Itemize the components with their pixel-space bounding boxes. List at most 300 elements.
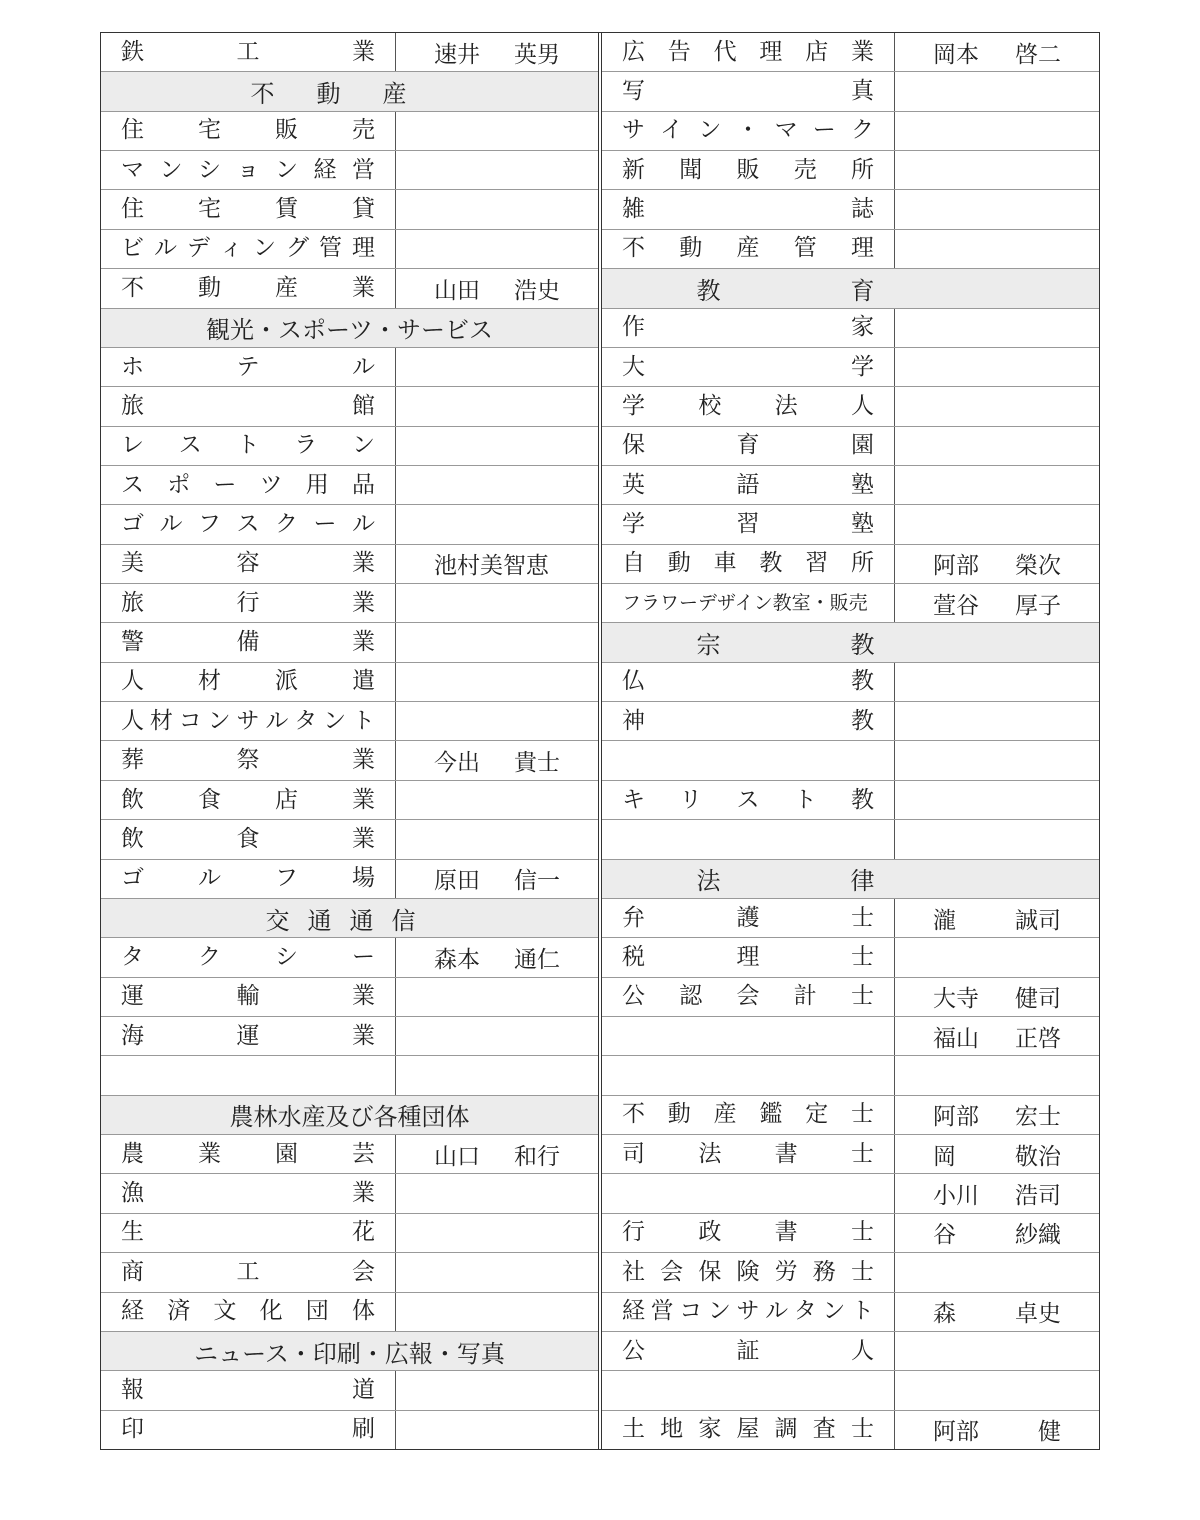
category-cell — [101, 1411, 396, 1449]
name-cell — [396, 348, 598, 386]
directory-row — [602, 33, 1099, 72]
category-label — [622, 786, 874, 813]
category-char: グ — [286, 235, 309, 262]
surname: 原田 — [434, 868, 480, 895]
name-cell — [396, 33, 598, 71]
category-cell — [101, 938, 396, 976]
category-label — [121, 825, 375, 852]
category-char: 飲 — [121, 825, 144, 852]
name-cell — [895, 1411, 1099, 1449]
category-cell — [101, 269, 396, 307]
surname: 阿部 — [933, 1419, 979, 1446]
given-name: 和行 — [514, 1143, 560, 1170]
category-char: 遣 — [352, 668, 375, 695]
name-cell — [895, 899, 1099, 937]
category-char: 語 — [736, 471, 760, 498]
section-header-label: 宗教 — [696, 631, 1005, 660]
directory-row — [101, 269, 598, 308]
category-label — [121, 749, 375, 772]
category-char: 生 — [121, 1219, 144, 1246]
category-char: ス — [736, 786, 760, 813]
category-label — [121, 1022, 375, 1049]
category-char: 習 — [736, 510, 760, 537]
category-char: 不 — [121, 274, 144, 301]
name-cell — [396, 427, 598, 465]
category-char: 理 — [352, 235, 375, 262]
name-cell — [396, 230, 598, 268]
name-cell — [396, 1017, 598, 1055]
name-cell — [895, 72, 1099, 110]
category-cell — [101, 427, 396, 465]
category-cell — [602, 781, 895, 819]
category-cell — [602, 1411, 895, 1449]
name-cell — [396, 702, 598, 740]
category-char: 住 — [121, 117, 144, 144]
category-label — [622, 316, 874, 339]
category-label — [622, 985, 874, 1008]
category-char: 産 — [713, 1101, 737, 1128]
category-char: イ — [660, 117, 684, 144]
category-cell — [602, 387, 895, 425]
surname: 大寺 — [933, 986, 979, 1013]
given-name: 貴士 — [514, 750, 560, 777]
directory-row — [101, 978, 598, 1017]
category-cell — [602, 938, 895, 976]
directory-row — [101, 860, 598, 899]
category-char: レ — [121, 432, 144, 459]
directory-row — [101, 1056, 598, 1095]
category-char: ポ — [167, 471, 191, 498]
category-cell — [101, 781, 396, 819]
category-char: ト — [352, 707, 375, 734]
category-char: キ — [622, 786, 645, 813]
category-char: 調 — [774, 1416, 798, 1443]
name-cell — [396, 741, 598, 779]
directory-row — [602, 584, 1099, 623]
name-cell — [396, 860, 598, 898]
directory-row — [602, 545, 1099, 584]
category-cell — [602, 1096, 895, 1134]
section-header — [101, 899, 598, 938]
directory-row — [602, 1253, 1099, 1292]
category-char: 教 — [851, 786, 874, 813]
category-char: 家 — [851, 314, 874, 341]
category-char: リ — [679, 786, 703, 813]
directory-row — [101, 702, 598, 741]
directory-row — [101, 387, 598, 426]
name-cell — [396, 269, 598, 307]
surname: 森 — [933, 1301, 956, 1328]
category-char: ー — [313, 510, 337, 537]
category-cell — [602, 663, 895, 701]
category-char: ル — [765, 1298, 789, 1325]
category-cell — [602, 978, 895, 1016]
category-char: 人 — [851, 1337, 874, 1364]
category-char: 書 — [774, 1140, 798, 1167]
category-char: 団 — [305, 1298, 329, 1325]
directory-row — [101, 1293, 598, 1332]
category-char: 士 — [850, 1219, 874, 1246]
name-cell — [895, 1214, 1099, 1252]
category-label — [622, 80, 874, 103]
name-cell — [895, 1332, 1099, 1370]
category-char: 祭 — [236, 747, 260, 774]
category-cell — [101, 702, 396, 740]
category-cell — [602, 1371, 895, 1409]
category-char: 理 — [759, 38, 783, 65]
category-char: コ — [679, 1298, 703, 1325]
category-char: 店 — [805, 38, 829, 65]
category-cell — [101, 1253, 396, 1291]
category-cell — [101, 741, 396, 779]
category-label — [121, 38, 375, 65]
name-cell — [895, 978, 1099, 1016]
directory-row — [101, 151, 598, 190]
category-cell — [101, 505, 396, 543]
category-char: ル — [352, 510, 375, 537]
category-cell — [101, 663, 396, 701]
category-char: 工 — [236, 1258, 260, 1285]
category-char: 不 — [622, 235, 645, 262]
category-char: 社 — [622, 1258, 645, 1285]
category-char: 人 — [121, 668, 144, 695]
category-char: 葬 — [121, 747, 144, 774]
name-cell — [396, 1293, 598, 1331]
directory-row — [602, 663, 1099, 702]
name-cell — [895, 1056, 1099, 1094]
given-name: 卓史 — [1015, 1301, 1061, 1328]
category-char: ス — [236, 510, 260, 537]
category-cell — [602, 545, 895, 583]
name-cell — [396, 1135, 598, 1173]
given-name: 浩司 — [1015, 1183, 1061, 1210]
directory-row — [602, 427, 1099, 466]
category-cell — [602, 230, 895, 268]
surname: 岡 — [933, 1143, 956, 1170]
category-char: 販 — [736, 156, 760, 183]
category-char: 備 — [236, 629, 260, 656]
given-name: 健 — [1038, 1419, 1061, 1446]
category-char: 管 — [793, 235, 817, 262]
directory-row — [101, 112, 598, 151]
category-char: 習 — [805, 550, 829, 577]
category-cell — [602, 505, 895, 543]
name-cell — [895, 348, 1099, 386]
given-name: 誠司 — [1015, 907, 1061, 934]
category-cell — [602, 1293, 895, 1331]
category-char: 警 — [121, 629, 144, 656]
category-char: 大 — [622, 353, 645, 380]
category-cell — [602, 702, 895, 740]
category-label — [121, 552, 375, 575]
category-char: 動 — [667, 550, 691, 577]
directory-row — [602, 387, 1099, 426]
category-cell — [602, 1332, 895, 1370]
name-cell — [895, 190, 1099, 228]
category-label — [622, 119, 874, 142]
category-char: 証 — [736, 1337, 760, 1364]
category-char: 運 — [236, 1022, 260, 1049]
category-label — [622, 670, 874, 693]
surname: 萱谷 — [933, 592, 979, 619]
name-cell — [895, 466, 1099, 504]
given-name: 信一 — [514, 868, 560, 895]
category-char: ン — [207, 707, 231, 734]
category-char: 計 — [793, 983, 817, 1010]
category-char: ン — [698, 117, 722, 144]
category-char: 写 — [622, 78, 645, 105]
surname: 池村美智恵 — [434, 553, 549, 580]
directory-row — [101, 663, 598, 702]
category-cell — [101, 230, 396, 268]
directory-row — [101, 820, 598, 859]
category-label — [121, 985, 375, 1008]
category-cell — [101, 820, 396, 858]
category-char: 業 — [352, 629, 375, 656]
category-char: 材 — [198, 668, 221, 695]
name-cell — [895, 230, 1099, 268]
category-char: タ — [121, 943, 144, 970]
category-char: ン — [159, 156, 183, 183]
directory-row — [101, 938, 598, 977]
category-char: 産 — [275, 274, 298, 301]
section-header-label: 不動産 — [250, 80, 449, 109]
category-char: ル — [159, 510, 183, 537]
name-cell — [895, 1371, 1099, 1409]
name-cell — [396, 978, 598, 1016]
name-cell — [396, 1371, 598, 1409]
directory-row — [101, 230, 598, 269]
directory-row — [101, 190, 598, 229]
name-cell — [895, 584, 1099, 622]
section-header-label: 交通通信 — [265, 906, 434, 935]
category-char: 査 — [812, 1416, 836, 1443]
category-label — [121, 119, 375, 142]
category-char: 業 — [850, 38, 874, 65]
category-label — [622, 904, 874, 931]
category-char: 学 — [851, 353, 874, 380]
category-label — [622, 943, 874, 970]
directory-row — [101, 1017, 598, 1056]
category-cell — [101, 623, 396, 661]
section-header — [101, 1332, 598, 1371]
category-char: 弁 — [622, 904, 645, 931]
category-char: 作 — [622, 314, 645, 341]
category-char: フ — [198, 510, 221, 537]
category-label — [121, 237, 375, 260]
name-cell — [396, 584, 598, 622]
name-cell — [895, 1017, 1099, 1055]
category-cell — [101, 190, 396, 228]
surname: 福山 — [933, 1025, 979, 1052]
category-label — [121, 1221, 375, 1244]
category-char: ト — [236, 432, 260, 459]
category-char: 書 — [774, 1219, 798, 1246]
category-cell — [602, 427, 895, 465]
category-char: 化 — [259, 1298, 283, 1325]
directory-row — [602, 702, 1099, 741]
category-char: 経 — [622, 1298, 645, 1325]
category-char: 学 — [622, 392, 645, 419]
category-cell — [101, 348, 396, 386]
directory-row — [101, 584, 598, 623]
category-char: 保 — [698, 1258, 722, 1285]
name-cell — [895, 820, 1099, 858]
section-header-label: 教育 — [696, 276, 1005, 305]
category-label — [622, 353, 874, 380]
category-label — [121, 786, 375, 813]
category-char: 販 — [275, 117, 298, 144]
category-label — [121, 867, 375, 890]
given-name: 浩史 — [514, 277, 560, 304]
category-label — [121, 1418, 375, 1441]
directory-row — [101, 741, 598, 780]
name-cell — [396, 112, 598, 150]
category-label — [622, 1300, 874, 1323]
category-label — [622, 1140, 874, 1167]
category-label — [121, 353, 375, 380]
category-char: ン — [822, 1298, 846, 1325]
category-char: 人 — [850, 392, 874, 419]
category-char: 業 — [352, 38, 375, 65]
category-char: ン — [275, 156, 298, 183]
category-char: 館 — [352, 392, 375, 419]
category-char: 輸 — [236, 983, 260, 1010]
category-char: マ — [121, 156, 144, 183]
category-cell — [101, 1371, 396, 1409]
category-char: 誌 — [851, 196, 874, 223]
category-char: ト — [793, 786, 817, 813]
directory-row — [602, 938, 1099, 977]
category-label — [121, 1258, 375, 1285]
directory-row — [602, 978, 1099, 1017]
given-name: 健司 — [1015, 986, 1061, 1013]
category-char: 済 — [167, 1298, 191, 1325]
category-label — [622, 510, 874, 537]
directory-row — [101, 1135, 598, 1174]
name-cell — [895, 781, 1099, 819]
category-char: サ — [622, 117, 645, 144]
given-name: 宏士 — [1015, 1104, 1061, 1131]
category-char: ト — [851, 1298, 874, 1325]
category-char: 住 — [121, 196, 144, 223]
category-char: 刷 — [352, 1416, 375, 1443]
category-char: ル — [154, 235, 177, 262]
given-name: 厚子 — [1015, 592, 1061, 619]
name-cell — [396, 505, 598, 543]
category-char: ン — [323, 707, 347, 734]
category-char: テ — [236, 353, 260, 380]
category-char: 行 — [236, 589, 260, 616]
category-char: 花 — [352, 1219, 375, 1246]
category-char: 新 — [622, 156, 645, 183]
category-char: 家 — [698, 1416, 722, 1443]
name-cell — [895, 112, 1099, 150]
category-cell — [602, 1214, 895, 1252]
category-char: 農 — [121, 1140, 144, 1167]
category-cell — [101, 545, 396, 583]
surname: 瀧 — [933, 907, 956, 934]
category-char: 美 — [121, 550, 144, 577]
category-char: 不 — [622, 1101, 645, 1128]
category-char: 教 — [851, 707, 874, 734]
category-char: 賃 — [275, 196, 298, 223]
category-cell — [101, 33, 396, 71]
surname: 谷 — [933, 1222, 956, 1249]
category-cell — [602, 1056, 895, 1094]
category-label — [622, 471, 874, 498]
category-label — [622, 1221, 874, 1244]
directory-row — [602, 1135, 1099, 1174]
category-char: 営 — [352, 156, 375, 183]
directory-row — [101, 1411, 598, 1449]
surname: 森本 — [434, 946, 480, 973]
category-label — [622, 392, 874, 419]
directory-row — [602, 1411, 1099, 1449]
name-cell — [396, 820, 598, 858]
category-char: 場 — [352, 865, 375, 892]
category-label — [121, 1376, 375, 1403]
directory-row — [101, 1174, 598, 1213]
category-cell — [602, 1174, 895, 1212]
category-char: 旅 — [121, 589, 144, 616]
directory-row — [602, 72, 1099, 111]
given-name: 英男 — [514, 41, 560, 68]
category-char: 土 — [622, 1416, 645, 1443]
category-char: 真 — [851, 78, 874, 105]
category-char: 報 — [121, 1376, 144, 1403]
directory-row — [602, 1096, 1099, 1135]
category-char: 校 — [698, 392, 722, 419]
category-cell — [101, 1017, 396, 1055]
category-char: 保 — [622, 432, 645, 459]
directory-table — [100, 32, 1100, 1450]
name-cell — [396, 1411, 598, 1449]
category-char: 印 — [121, 1416, 144, 1443]
directory-row — [602, 1017, 1099, 1056]
name-cell — [895, 309, 1099, 347]
name-cell — [396, 1253, 598, 1291]
category-char: 食 — [198, 786, 221, 813]
name-cell — [396, 938, 598, 976]
category-char: 食 — [236, 825, 260, 852]
category-char: 業 — [198, 1140, 221, 1167]
category-char: 認 — [679, 983, 703, 1010]
category-char: 公 — [622, 1337, 645, 1364]
category-label — [121, 471, 375, 498]
category-char: 労 — [774, 1258, 798, 1285]
category-char: 法 — [774, 392, 798, 419]
category-char: 品 — [351, 471, 375, 498]
category-char: 所 — [851, 156, 874, 183]
category-char: 険 — [736, 1258, 760, 1285]
directory-row — [602, 190, 1099, 229]
category-char: ー — [352, 943, 375, 970]
category-char: 告 — [667, 38, 691, 65]
category-char: 容 — [236, 550, 260, 577]
category-cell — [602, 1135, 895, 1173]
name-cell — [895, 387, 1099, 425]
category-char: 業 — [352, 1022, 375, 1049]
surname: 速井 — [434, 41, 480, 68]
surname: 山口 — [434, 1143, 480, 1170]
category-label — [121, 670, 375, 693]
name-cell — [396, 781, 598, 819]
directory-row — [101, 1214, 598, 1253]
directory-row — [101, 348, 598, 387]
directory-row — [602, 1214, 1099, 1253]
category-char: ー — [812, 117, 836, 144]
